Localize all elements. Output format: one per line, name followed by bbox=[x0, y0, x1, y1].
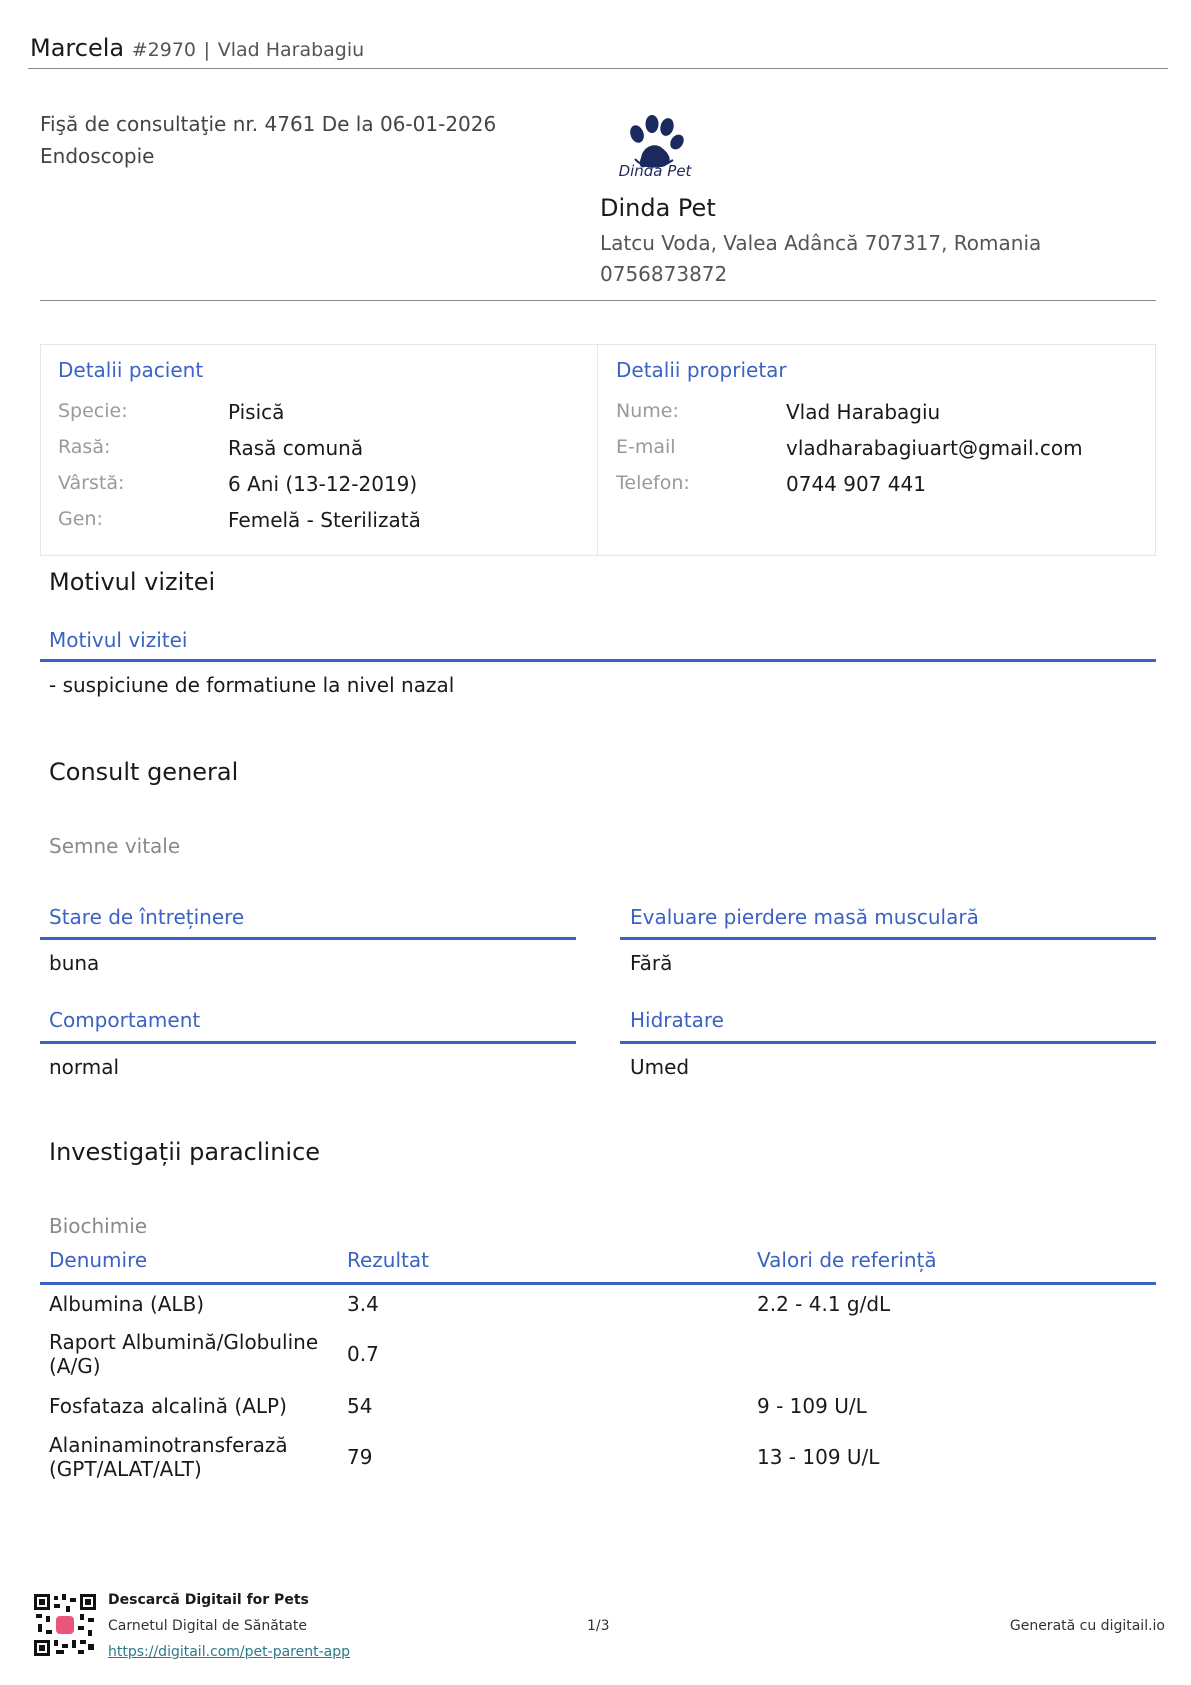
owner-detail-label: Nume: bbox=[616, 400, 679, 422]
table-cell-reference: 2.2 - 4.1 g/dL bbox=[757, 1292, 891, 1316]
owner-email: vladharabagiuart@gmail.com bbox=[786, 436, 1083, 460]
field-label: Comportament bbox=[49, 1008, 201, 1032]
patient-detail-label: Specie: bbox=[58, 400, 128, 422]
patient-detail-value: 6 Ani (13-12-2019) bbox=[228, 472, 418, 496]
patient-detail-value: Pisică bbox=[228, 400, 285, 424]
general-consult-heading: Consult general bbox=[49, 758, 239, 786]
page-header bbox=[30, 34, 364, 62]
column-header-name: Denumire bbox=[49, 1248, 148, 1272]
header-separator: | bbox=[203, 39, 211, 61]
biochemistry-label: Biochimie bbox=[49, 1214, 148, 1238]
patient-id: #2970 bbox=[131, 39, 197, 61]
patient-detail-label: Vârstă: bbox=[58, 472, 125, 494]
clinic-rule bbox=[40, 300, 1156, 301]
header-owner-name: Vlad Harabagiu bbox=[217, 39, 365, 61]
field-rule bbox=[620, 1041, 1156, 1044]
table-cell-name: Raport Albumină/Globuline (A/G) bbox=[49, 1330, 319, 1378]
footer-title: Descarcă Digitail for Pets bbox=[108, 1592, 309, 1608]
owner-detail-value: Vlad Harabagiu bbox=[786, 400, 941, 424]
clinic-phone: 0756873872 bbox=[600, 262, 728, 286]
field-value: Umed bbox=[630, 1055, 690, 1079]
column-header-result: Rezultat bbox=[347, 1248, 429, 1272]
qr-code-icon bbox=[34, 1594, 96, 1656]
consult-title: Fişă de consultaţie nr. 4761 De la 06-01-2026 bbox=[40, 112, 497, 136]
table-cell-name: Albumina (ALB) bbox=[49, 1292, 205, 1316]
owner-details-title: Detalii proprietar bbox=[616, 358, 787, 382]
patient-details-title: Detalii pacient bbox=[58, 358, 204, 382]
header-rule bbox=[28, 68, 1168, 69]
footer-generated: Generată cu digitail.io bbox=[1009, 1618, 1165, 1634]
owner-detail-label: E-mail bbox=[616, 436, 676, 458]
field-rule bbox=[620, 937, 1156, 940]
table-header-rule bbox=[40, 1282, 1156, 1285]
consult-procedure: Endoscopie bbox=[40, 144, 155, 168]
visit-reason-label: Motivul vizitei bbox=[49, 628, 188, 652]
table-cell-name: Alaninaminotransferază (GPT/ALAT/ALT) bbox=[49, 1433, 288, 1481]
clinic-logo bbox=[615, 112, 695, 190]
field-label: Evaluare pierdere masă musculară bbox=[630, 905, 979, 929]
table-cell-result: 0.7 bbox=[347, 1342, 379, 1366]
footer-subtitle: Carnetul Digital de Sănătate bbox=[108, 1618, 307, 1634]
clinic-address: Latcu Voda, Valea Adâncă 707317, Romania bbox=[600, 231, 1042, 255]
owner-detail-label: Telefon: bbox=[616, 472, 690, 494]
field-value: normal bbox=[49, 1055, 120, 1079]
patient-name: Marcela bbox=[30, 34, 125, 62]
vitals-label: Semne vitale bbox=[49, 834, 181, 858]
field-label: Stare de întreținere bbox=[49, 905, 245, 929]
table-cell-name: Fosfataza alcalină (ALP) bbox=[49, 1394, 287, 1418]
visit-reason-text: - suspiciune de formatiune la nivel nazal bbox=[49, 673, 455, 697]
field-value: buna bbox=[49, 951, 100, 975]
column-header-reference: Valori de referință bbox=[757, 1248, 937, 1272]
investigations-heading: Investigații paraclinice bbox=[49, 1138, 321, 1166]
clinic-name: Dinda Pet bbox=[600, 194, 716, 222]
table-cell-result: 54 bbox=[347, 1394, 373, 1418]
table-cell-reference: 9 - 109 U/L bbox=[757, 1394, 867, 1418]
page-number: 1/3 bbox=[587, 1618, 610, 1634]
field-label: Hidratare bbox=[630, 1008, 724, 1032]
visit-reason-rule bbox=[40, 659, 1156, 662]
footer-app-link[interactable]: https://digitail.com/pet-parent-app bbox=[108, 1644, 350, 1660]
field-rule bbox=[40, 1041, 576, 1044]
details-divider bbox=[597, 344, 598, 556]
logo-text: Dinda Pet bbox=[618, 162, 692, 180]
table-cell-result: 3.4 bbox=[347, 1292, 379, 1316]
field-rule bbox=[40, 937, 576, 940]
table-cell-result: 79 bbox=[347, 1445, 373, 1469]
patient-detail-label: Gen: bbox=[58, 508, 103, 530]
patient-detail-value: Femelă - Sterilizată bbox=[228, 508, 421, 532]
patient-detail-value: Rasă comună bbox=[228, 436, 364, 460]
owner-phone: 0744 907 441 bbox=[786, 472, 926, 496]
table-cell-reference: 13 - 109 U/L bbox=[757, 1445, 880, 1469]
field-value: Fără bbox=[630, 951, 673, 975]
patient-detail-label: Rasă: bbox=[58, 436, 111, 458]
visit-reason-heading: Motivul vizitei bbox=[49, 568, 216, 596]
